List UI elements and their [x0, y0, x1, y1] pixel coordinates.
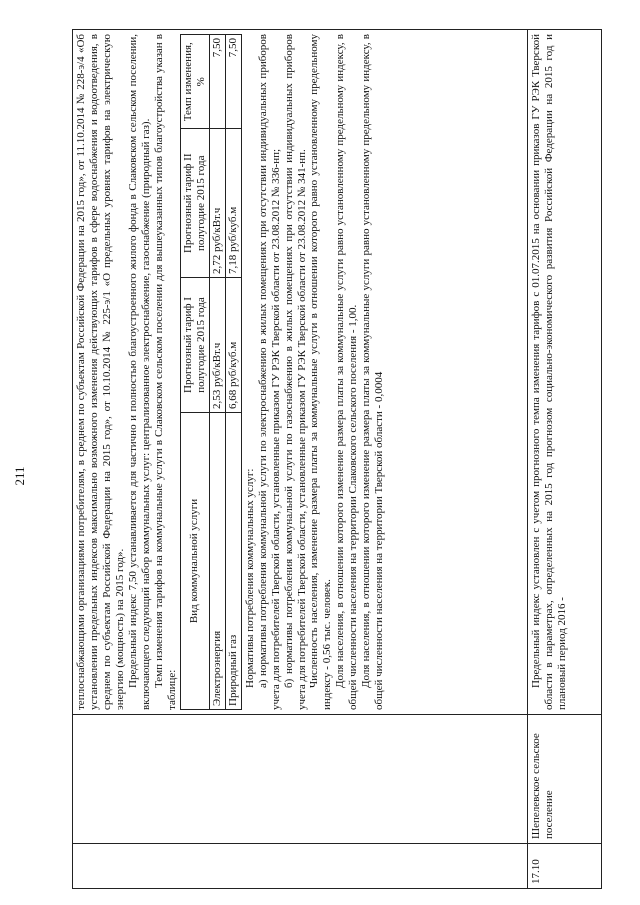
column-header: Вид коммунальной услуги	[180, 413, 209, 710]
paragraph: а) нормативы потребления коммунальной услуги по электроснабжению в жилых помещениях при отсутствии индивидуальных приборов учета для потребителей Тверской области, установленные приказом ГУ РЭК Тверской области от 23.08.2012 № 336-нп;	[256, 34, 282, 710]
paragraph: Предельный индекс 7,50 устанавливается для частично и полностью благоустроенного жилого фонда в Слаковском сельском поселении, включающего следующий набор коммунальных услуг: централизованное электроснабжение, газоснабжение (природный газ).	[126, 34, 152, 710]
row-name-cell: Шепелевское сельское поселение	[528, 715, 602, 844]
rotated-page	[72, 29, 602, 889]
paragraph: Темп изменения тарифов на коммунальные услуги в Слаковском сельском поселении для вышеуказанных типов благоустройства указан в таблице:	[152, 34, 178, 710]
table-row	[209, 35, 225, 710]
tariff-h1: 6,68 руб/куб.м	[225, 278, 241, 413]
service-name: Природный газ	[225, 413, 241, 710]
table-row	[528, 30, 602, 889]
paragraph: Нормативы потребления коммунальных услуг:	[243, 468, 256, 688]
paragraph: Доля населения, в отношении которого изменение размера платы за коммунальные услуги равно установленному предельному индексу, в общей численности населения на территории Тверской области - 0,0004	[360, 34, 386, 710]
paragraph: Численность населения, изменение размера платы за коммунальные услуги в отношении которого равно установленному предельному индексу - 0,56 тыс. человек.	[308, 34, 334, 710]
paragraph: Предельный индекс установлен с учетом прогнозного темпа изменения тарифов с 01.07.2015 на основании приказов ГУ РЭК Тверской области в параметрах, определенных на 2015 год прогнозом социально-экономического развития Российской Федерации на 2015 год и плановый период 2016 -	[530, 34, 568, 710]
service-name: Электроэнергия	[209, 413, 225, 710]
tariff-table-header	[180, 35, 209, 710]
change-percent: 7,50	[209, 35, 225, 130]
row-name-cell	[73, 715, 528, 844]
tariff-h2: 2,72 руб/кВт.ч	[209, 129, 225, 278]
row-number-cell	[73, 844, 528, 889]
table-row	[73, 30, 528, 889]
page-number: 211	[12, 466, 27, 486]
row-content-cell	[73, 30, 528, 715]
paragraph: теплоснабжающими организациями потребителям, в среднем по субъектам Российской Федерации на 2015 год», от 11.10.2014 № 228-э/4 «Об установлении предельных индексов максимально возможного изменения действующих тарифов в сфере водоснабжения и водоотведения, в среднем по субъектам Российской Федерации на 2015 год», от 10.10.2014 № 225-э/1 «О предельных уровнях тарифов на электрическую энергию (мощность) на 2015 год».	[75, 34, 126, 710]
row-content-cell	[528, 30, 602, 715]
table-row	[225, 35, 241, 710]
tariff-table	[180, 34, 242, 710]
regions-table	[72, 29, 602, 889]
column-header: Прогнозный тариф I полугодие 2015 года	[180, 278, 209, 413]
column-header: Темп изменения, %	[180, 35, 209, 130]
tariff-h1: 2,53 руб/кВт.ч	[209, 278, 225, 413]
row-number-cell: 17.10	[528, 844, 602, 889]
paragraph: б) нормативы потребления коммунальной услуги по газоснабжению в жилых помещениях при отсутствии индивидуальных приборов учета для потребителей Тверской области, установленные приказом ГУ РЭК Тверской области от 23.08.2012 № 341-нп.	[282, 34, 308, 710]
column-header: Прогнозный тариф II полугодие 2015 года	[180, 129, 209, 278]
change-percent: 7,50	[225, 35, 241, 130]
paragraph: Доля населения, в отношении которого изменение размера платы за коммунальные услуги равно установленному предельному индексу, в общей численности населения на территории Слаковского сельского поселения - 1,00.	[334, 34, 360, 710]
tariff-h2: 7,18 руб/куб.м	[225, 129, 241, 278]
